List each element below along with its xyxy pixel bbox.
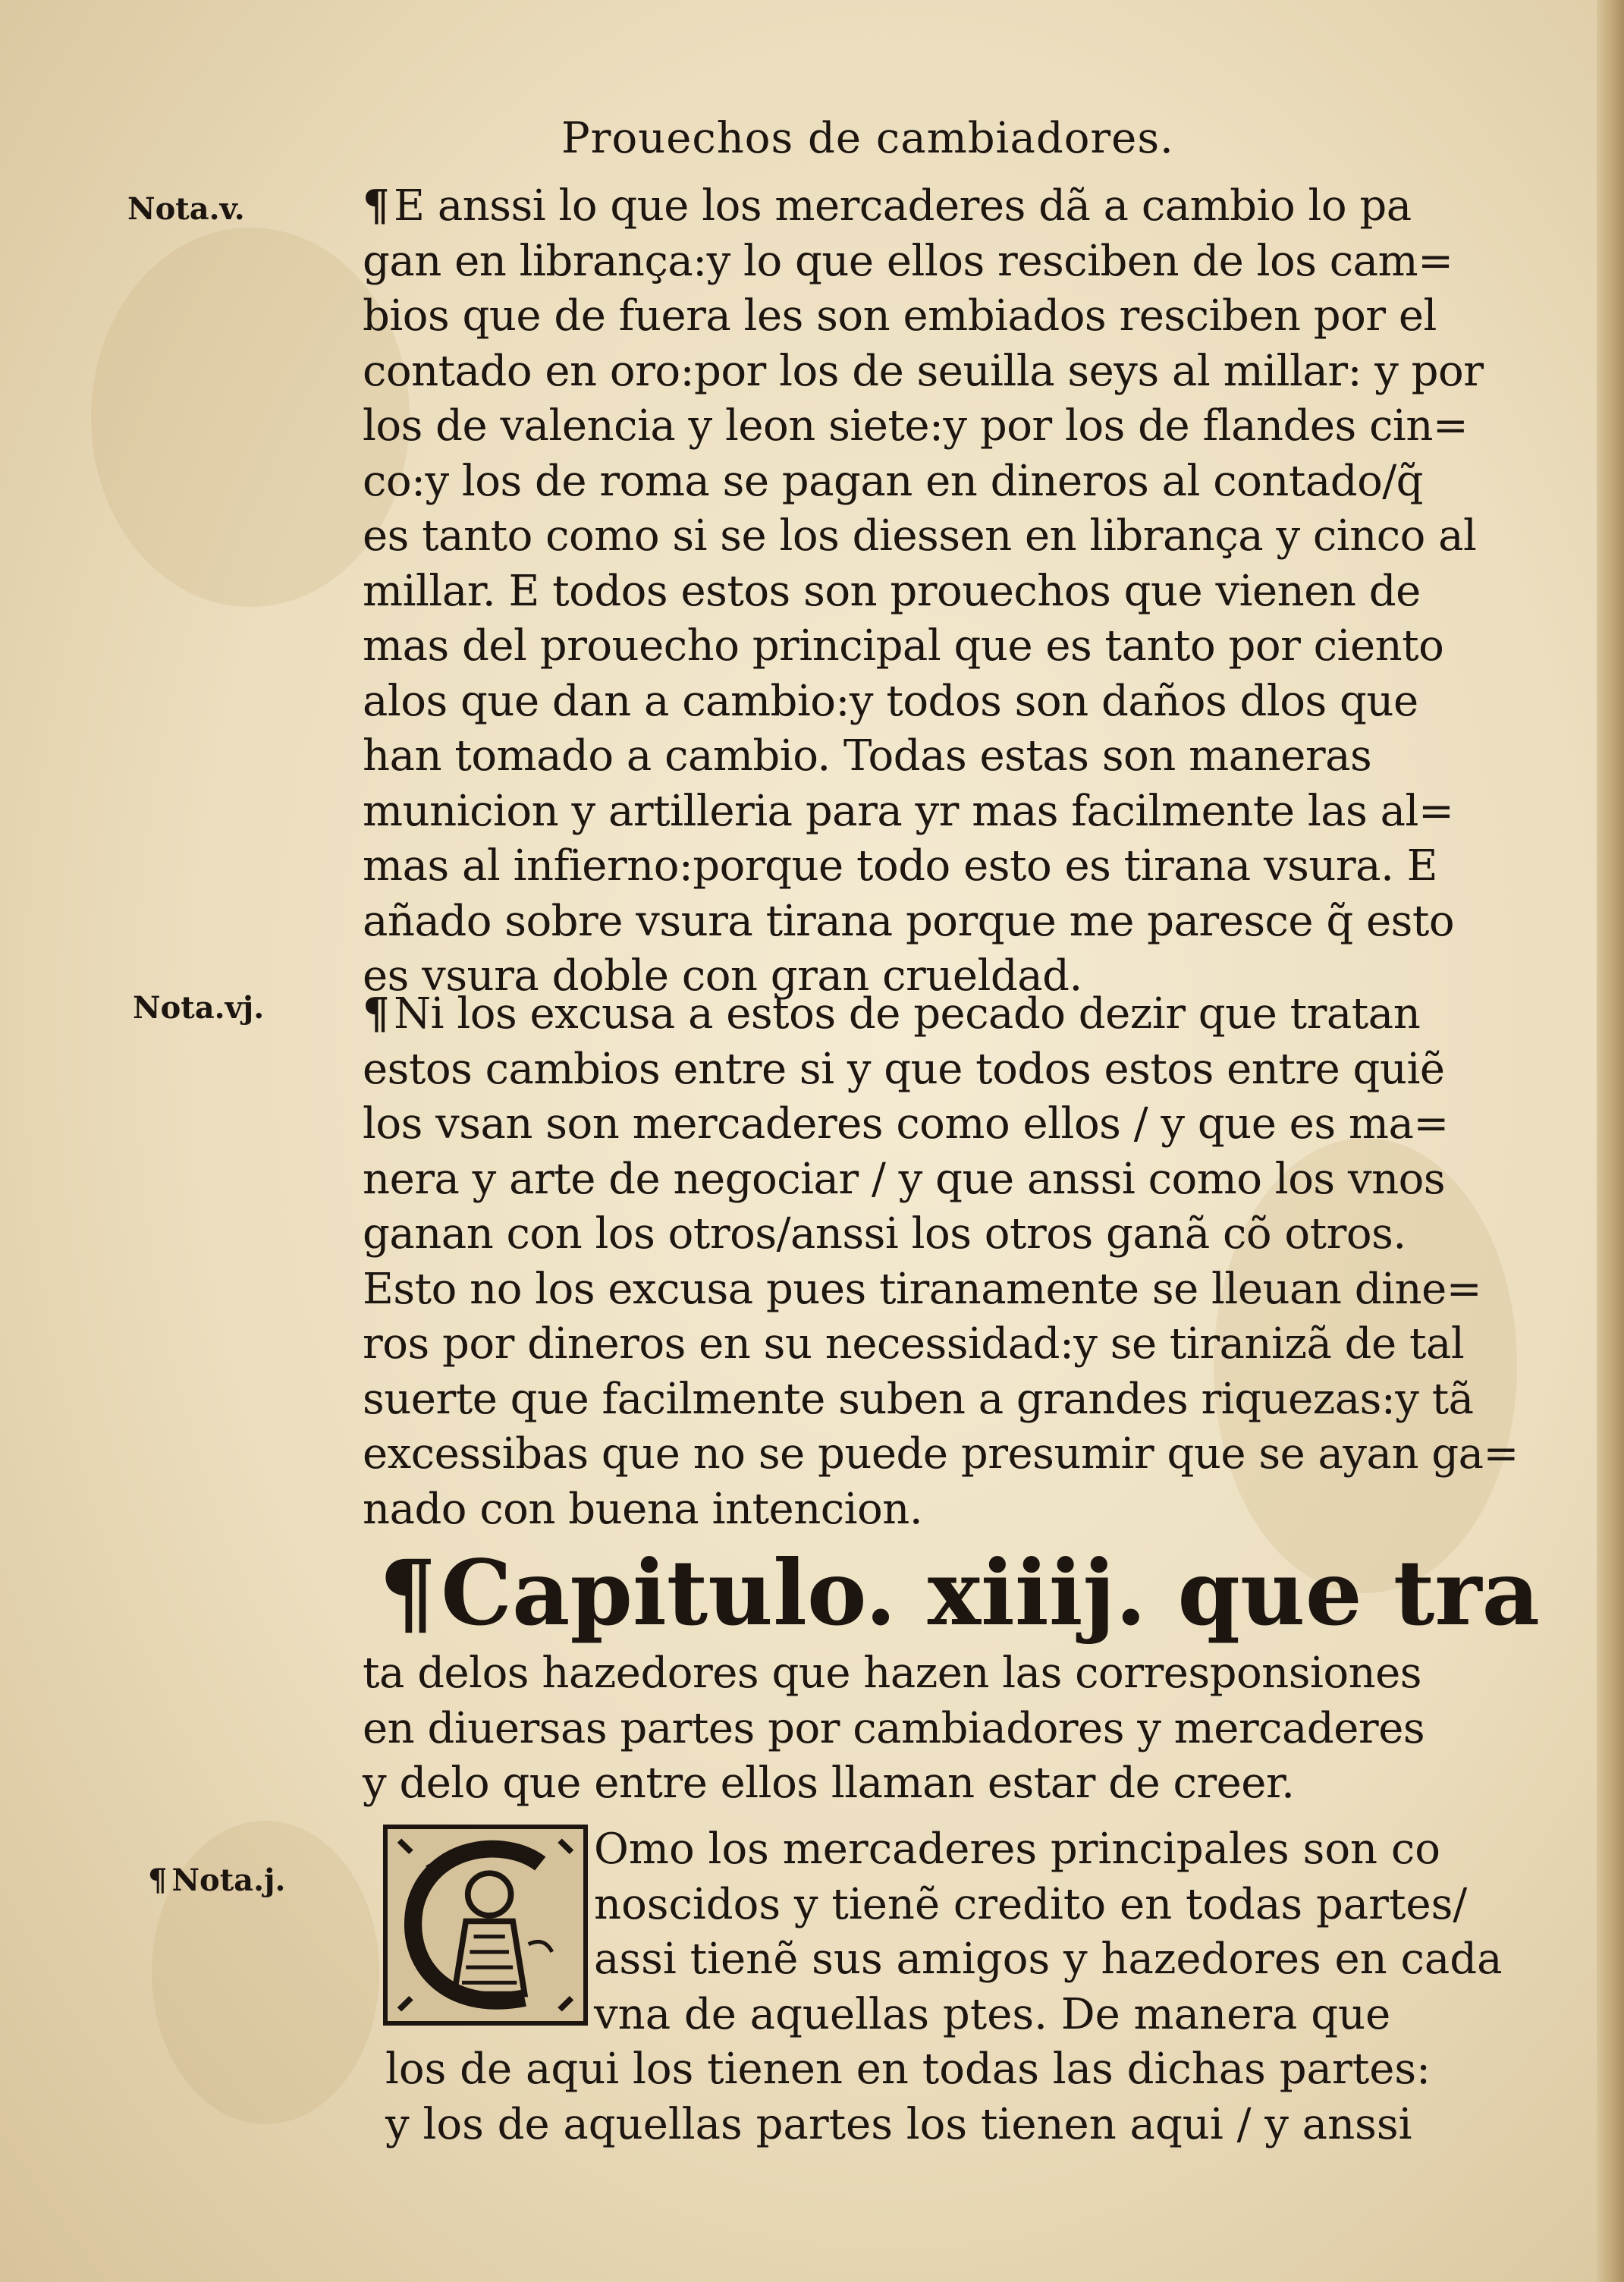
text-line: bios que de fuera les son embiados resciben por el <box>363 291 1437 341</box>
chapter-heading <box>379 1540 1540 1645</box>
text-line: co:y los de roma se pagan en dineros al contado/q̃ <box>363 456 1424 506</box>
text-line: alos que dan a cambio:y todos son daños dlos que <box>363 676 1418 726</box>
text-line: añado sobre vsura tirana porque me paresce q̃ esto <box>363 896 1455 946</box>
text-line: noscidos y tienẽ credito en todas partes/ <box>594 1879 1468 1929</box>
text-line: es vsura doble con gran crueldad. <box>363 951 1082 1001</box>
text-line: nera y arte de negociar / y que anssi como los vnos <box>363 1154 1446 1204</box>
text-line: ¶ Ni los excusa a estos de pecado dezir que tratan <box>363 989 1421 1039</box>
text-line: han tomado a cambio. Todas estas son maneras <box>363 731 1372 781</box>
text-line: es tanto como si se los diessen en librança y cinco al <box>363 511 1477 561</box>
text-line: gan en librança:y lo que ellos resciben de los cam= <box>363 236 1453 286</box>
text-line: los vsan son mercaderes como ellos / y que es ma= <box>363 1099 1449 1149</box>
paragraph-1 <box>363 178 1484 1004</box>
text-line: municion y artilleria para yr mas facilmente las al= <box>363 786 1454 836</box>
margin-note-j-label: Nota.j. <box>171 1862 286 1898</box>
text-line: nado con buena intencion. <box>363 1484 923 1534</box>
text-line: y los de aquellas partes los tienen aqui / y anssi <box>385 2099 1412 2149</box>
pilcrow-mark: ¶ <box>363 989 390 1039</box>
pilcrow-mark: ¶ <box>379 1540 437 1645</box>
text-line: estos cambios entre si y que todos estos entre quiẽ <box>363 1044 1445 1094</box>
text-line: ganan con los otros/anssi los otros ganã cõ otros. <box>363 1209 1406 1259</box>
text-line: excessibas que no se puede presumir que se ayan ga= <box>363 1429 1519 1479</box>
paper-stain <box>91 228 410 607</box>
text-line: ros por dineros en su necessidad:y se tiranizã de tal <box>363 1319 1465 1369</box>
text-line: Esto no los excusa pues tiranamente se lleuan dine= <box>363 1264 1482 1314</box>
margin-note-vj: Nota.vj. <box>133 990 265 1026</box>
text-line: los de aqui los tienen en todas las dichas partes: <box>385 2045 1431 2094</box>
paragraph-2 <box>363 986 1519 1537</box>
text-line: millar. E todos estos son prouechos que vienen de <box>363 566 1421 616</box>
text-line: suerte que facilmente suben a grandes riquezas:y tã <box>363 1374 1474 1424</box>
chapter-heading-text: Capitulo. xiiij. que tra <box>441 1540 1540 1645</box>
text-line: Omo los mercaderes principales son co <box>594 1825 1440 1874</box>
text-line: los de valencia y leon siete:y por los de flandes cin= <box>363 401 1469 451</box>
text-line: ta delos hazedores que hazen las corresponsiones <box>363 1649 1422 1698</box>
final-paragraph <box>363 1822 1503 2152</box>
text-line: assi tienẽ sus amigos y hazedores en cada <box>594 1935 1503 1984</box>
text-line: ¶ E anssi lo que los mercaderes dã a cambio lo pa <box>363 181 1412 231</box>
text-line: contado en oro:por los de seuilla seys al millar: y por <box>363 346 1484 396</box>
chapter-subtitle <box>363 1646 1425 1812</box>
page-edge <box>1597 0 1624 2282</box>
text-line: mas del prouecho principal que es tanto por ciento <box>363 621 1444 671</box>
text-line: mas al infierno:porque todo esto es tirana vsura. E <box>363 841 1438 891</box>
text-line: vna de aquellas ptes. De manera que <box>594 1989 1391 2039</box>
pilcrow-mark: ¶ <box>363 181 390 231</box>
margin-note-v: Nota.v. <box>127 191 245 227</box>
margin-note-j <box>148 1862 285 1898</box>
text-line: en diuersas partes por cambiadores y mercaderes <box>363 1703 1425 1753</box>
running-head: Prouechos de cambiadores. <box>561 114 1174 163</box>
pilcrow-mark: ¶ <box>148 1862 168 1898</box>
text-line: y delo que entre ellos llaman estar de creer. <box>363 1759 1295 1808</box>
